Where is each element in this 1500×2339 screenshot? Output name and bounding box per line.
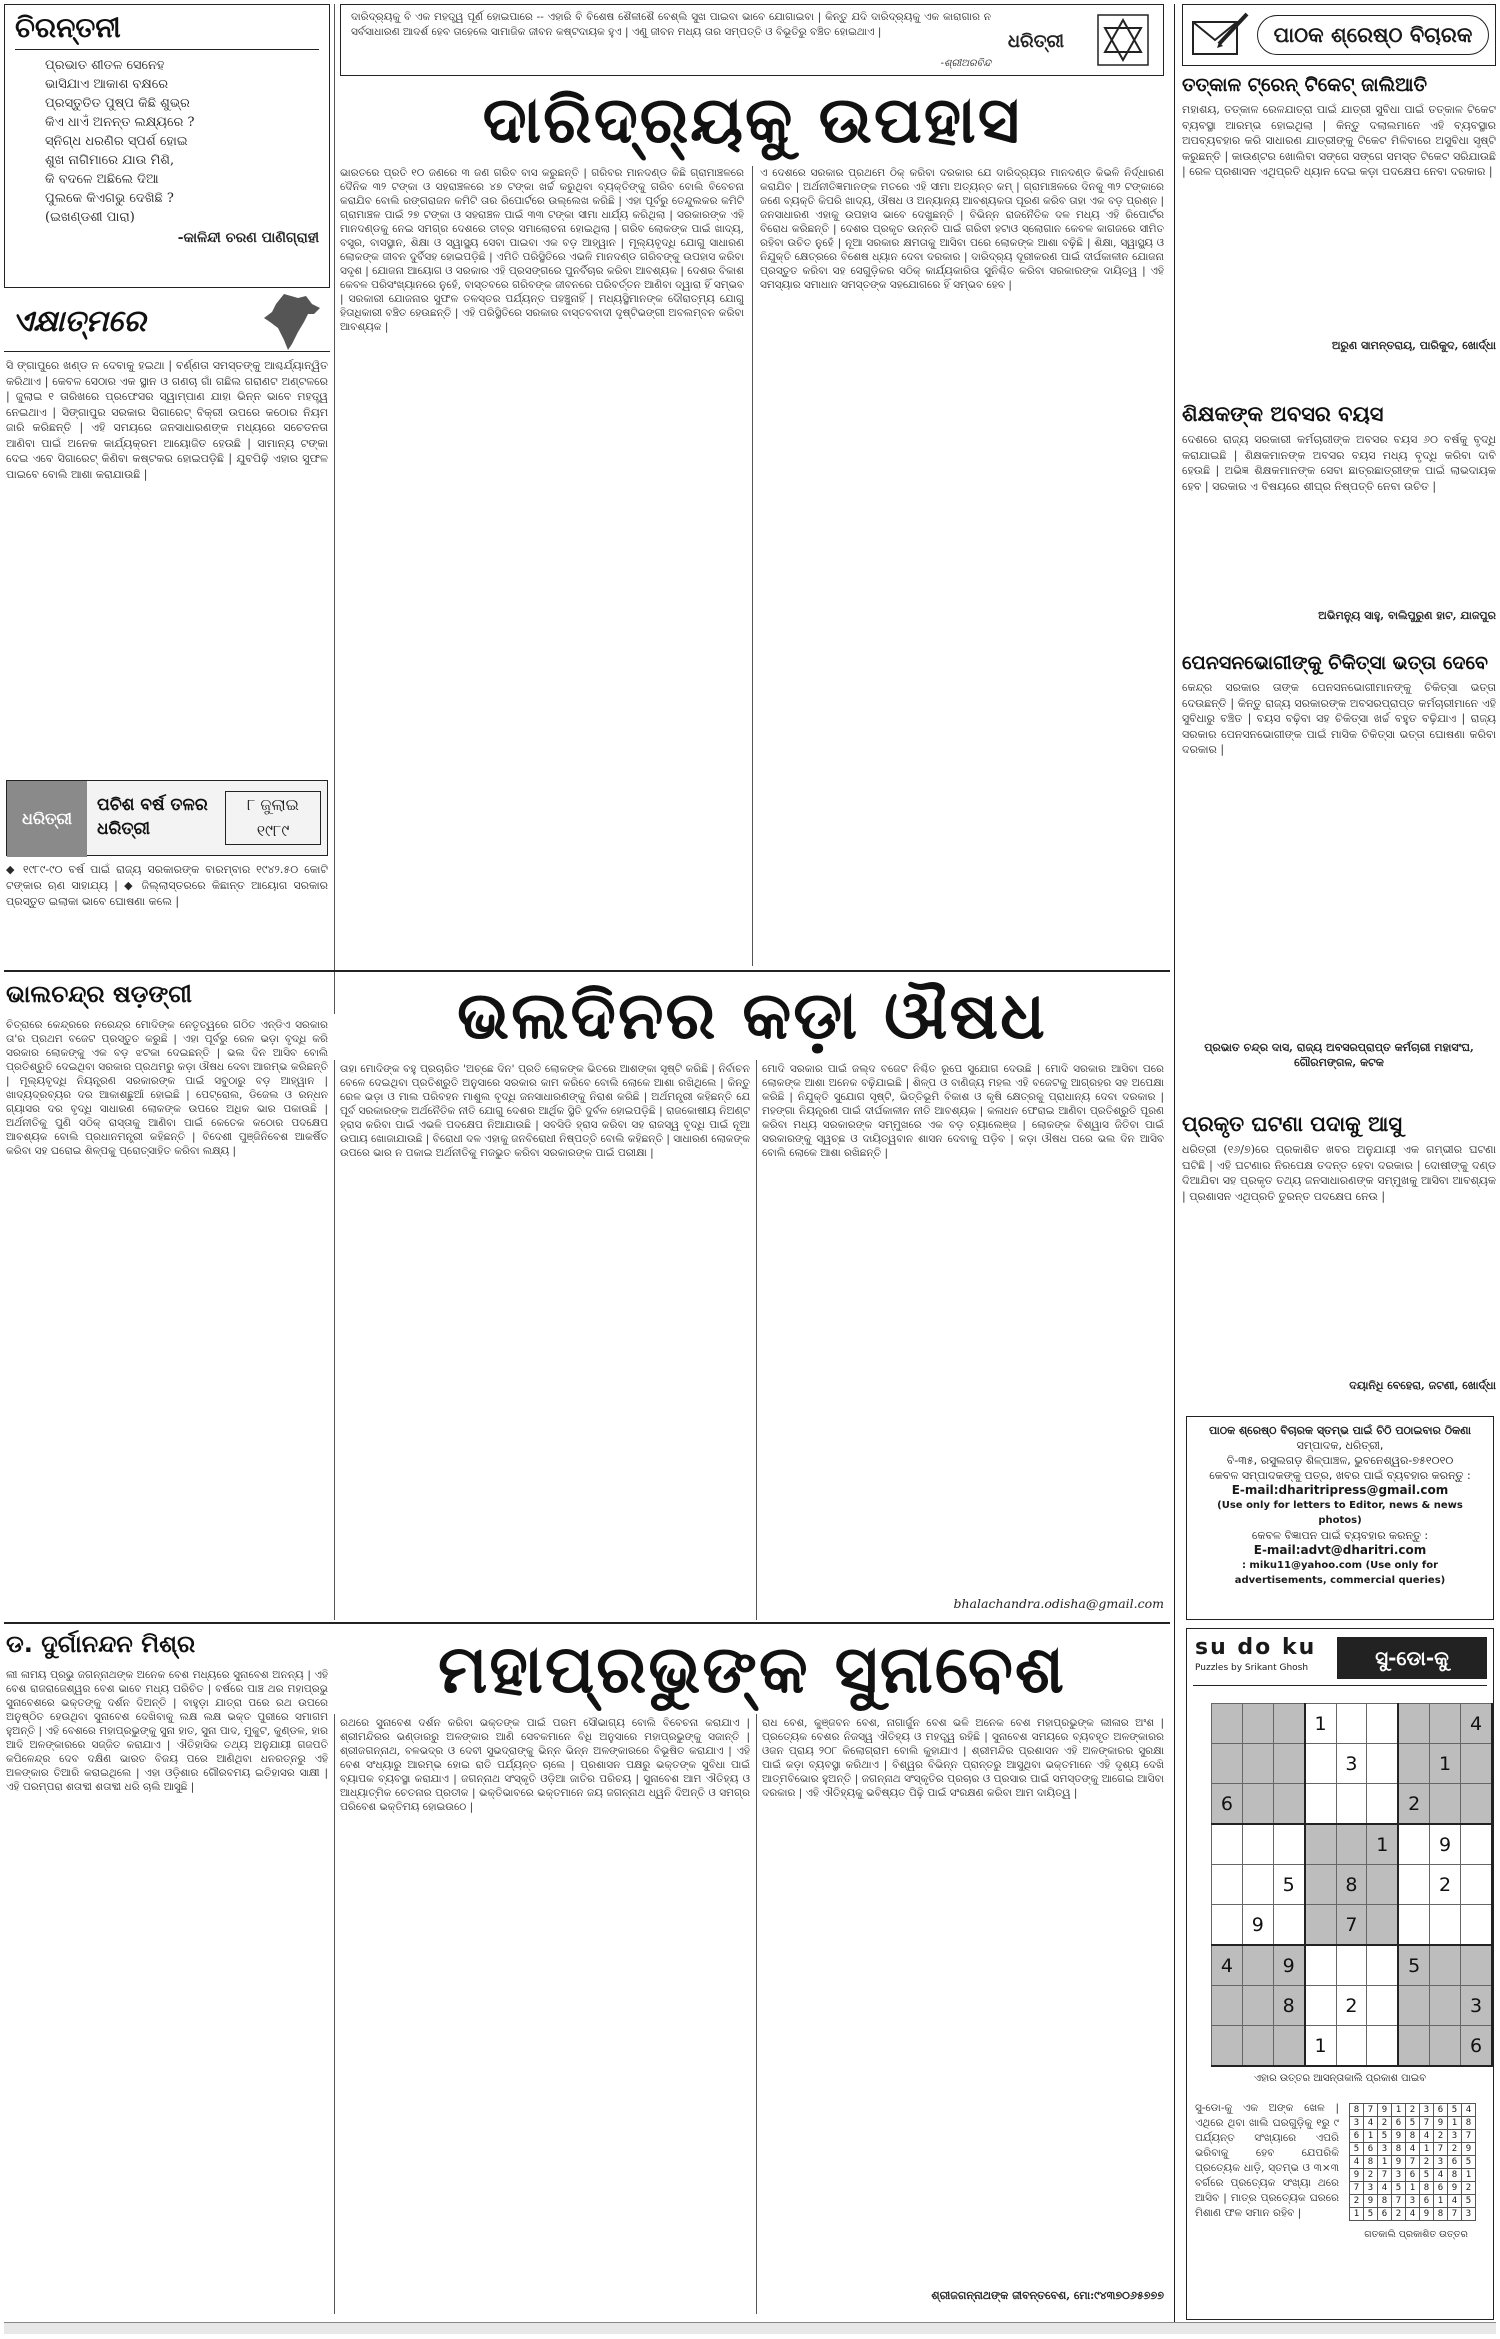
solution-cell: 6 (1420, 2195, 1434, 2208)
solution-cell: 5 (1350, 2143, 1364, 2156)
letter-1-title: ତତ୍କାଳ ଟ୍ରେନ୍ ଟିକେଟ୍ ଜାଲିଆତି (1182, 74, 1428, 96)
sudoku-cell: 3 (1336, 1744, 1367, 1784)
solution-cell: 1 (1462, 2169, 1476, 2182)
poem-author: -କାଳିନ୍ଦୀ ଚରଣ ପାଣିଗ୍ରାହୀ (177, 230, 319, 246)
footer-strip (4, 2322, 1496, 2334)
letter-1-sig: ଅରୁଣ ସାମନ୍ତରାୟ, ପାରିକୁଦ, ଖୋର୍ଦ୍ଧା (1331, 339, 1496, 352)
dharitri-mini-logo-text: ଧରିତ୍ରୀ (22, 809, 72, 828)
letter-2-title: ଶିକ୍ଷକଙ୍କ ଅବସର ବୟସ (1182, 402, 1384, 426)
solution-cell: 2 (1448, 2143, 1462, 2156)
solution-cell: 2 (1392, 2208, 1406, 2221)
solution-cell: 6 (1448, 2156, 1462, 2169)
sudoku-cell[interactable] (1273, 1704, 1304, 1744)
letter-3 (1182, 650, 1496, 1100)
solution-cell: 1 (1350, 2208, 1364, 2221)
sudoku-cell[interactable] (1336, 1945, 1367, 1986)
dharitri-past-badge (6, 780, 328, 856)
solution-cell: 5 (1406, 2117, 1420, 2130)
sudoku-cell[interactable] (1212, 1744, 1243, 1784)
sudoku-cell[interactable] (1398, 2026, 1429, 2067)
solution-cell: 8 (1378, 2195, 1392, 2208)
solution-cell: 2 (1406, 2104, 1420, 2117)
sudoku-cell: 1 (1367, 1824, 1398, 1865)
contact-line-1: ପାଠକ ଶ୍ରେଷ୍ଠ ବିଚାରକ ସ୍ତମ୍ଭ ପାଇଁ ଚିଠି ପଠାଇବାର ଠିକଣା (1208, 1424, 1472, 1437)
solution-cell: 1 (1406, 2182, 1420, 2195)
solution-cell: 8 (1350, 2104, 1364, 2117)
contact-line-5: କେବଳ ବିଜ୍ଞାପନ ପାଇଁ ବ୍ୟବହାର କରନ୍ତୁ : (1251, 1529, 1429, 1542)
sudoku-cell[interactable] (1430, 1986, 1461, 2026)
solution-cell: 6 (1364, 2143, 1378, 2156)
sudoku-cell[interactable] (1336, 1704, 1367, 1744)
sudoku-cell[interactable] (1305, 1986, 1336, 2026)
sudoku-cell[interactable] (1305, 1865, 1336, 1905)
sudoku-row (1212, 1945, 1493, 1986)
sudoku-cell: 4 (1461, 1704, 1493, 1744)
solution-row (1350, 2208, 1476, 2221)
sudoku-cell[interactable] (1212, 1824, 1243, 1865)
solution-cell: 8 (1364, 2156, 1378, 2169)
sudoku-cell[interactable] (1242, 1865, 1273, 1905)
top-banner-logo (1001, 15, 1071, 67)
story1-body-right: ଏ ଦେଶରେ ସରକାର ପ୍ରଥମେ ଠିକ୍ କରିବା ଦରକାର ଯେ ଦାରିଦ୍ର୍ୟର ମାନଦଣ୍ଡ କିଭଳି ନିର୍ଦ୍ଧାରଣ କରାଯିବ | ଅର୍ଥନୀତିଜ୍ଞମାନଙ୍କ ମତରେ ଏହି ସୀମା ଅତ୍ୟନ୍ତ କମ୍ | ଗ୍ରାମାଞ୍ଚଳରେ ଦିନକୁ ୩୨ ଟଙ୍କାରେ ଜଣେ ବ୍ୟକ୍ତି କିପରି ଖାଦ୍ୟ, ଔଷଧ ଓ ଅନ୍ୟାନ୍ୟ ଆବଶ୍ୟକତା ପୂରଣ କରିବ ତାହା ଏକ ବଡ଼ ପ୍ରଶ୍ନ | ଜନସାଧାରଣ ଏହାକୁ ଉପହାସ ଭାବେ ଦେଖୁଛନ୍ତି | ବିଭିନ୍ନ ରାଜନୈତିକ ଦଳ ମଧ୍ୟ ଏହି ରିପୋର୍ଟର ବିରୋଧ କରିଛନ୍ତି | ଦେଶର ପ୍ରକୃତ ଉନ୍ନତି ପାଇଁ ଗରିବୀ ହଟାଓ ସ୍ଲୋଗାନ କେବଳ କାଗଜରେ ସୀମିତ ରହିବା ଉଚିତ ନୁହେଁ | ନୂଆ ସରକାର କ୍ଷମତାକୁ ଆସିବା ପରେ ଲୋକଙ୍କ ଆଶା ବଢ଼ିଛି | ଶିକ୍ଷା, ସ୍ୱାସ୍ଥ୍ୟ ଓ ନିଯୁକ୍ତି କ୍ଷେତ୍ରରେ ବିଶେଷ ଧ୍ୟାନ ଦେବା ଦରକାର | ଦାରିଦ୍ର୍ୟ ଦୂରୀକରଣ ପାଇଁ ଦୀର୍ଘକାଳୀନ ଯୋଜନା ପ୍ରସ୍ତୁତ କରିବା ସହ ସେଗୁଡ଼ିକର ସଠିକ୍ କାର୍ଯ୍ୟକାରିତା ସୁନିଶ୍ଚିତ କରିବା ସରକାରଙ୍କ ଦାୟିତ୍ୱ | ଏହି ସମସ୍ୟାର ସମାଧାନ ସମସ୍ତଙ୍କ ସହଯୋଗରେ ହିଁ ସମ୍ଭବ ହେବ | (760, 167, 1164, 291)
sudoku-cell[interactable] (1242, 2026, 1273, 2067)
sudoku-cell: 9 (1430, 1824, 1461, 1865)
solution-cell: 5 (1364, 2208, 1378, 2221)
story2-author: ଭାଲଚନ୍ଦ୍ର ଷଡ଼ଙ୍ଗୀ (6, 980, 192, 1008)
story3-rule-2 (756, 1714, 757, 2314)
sudoku-cell[interactable] (1212, 1905, 1243, 1946)
solution-cell: 9 (1378, 2104, 1392, 2117)
poem-lines: ପ୍ରଭାତ ଶୀତଳ ସେନେହ ଭାସିଯାଏ ଆକାଶ ବକ୍ଷରେ ପ୍ରସ୍ତୁତିତ ପୁଷ୍ପ କିଛି ଶୁଭ୍ର କିଏ ଧାଏଁ ଅନନ୍ତ ଲକ୍ଷ୍ୟରେ ? ସ୍ନିଗ୍ଧ ଧରଣିର ସ୍ପର୍ଶ ହୋଇ ଶୁଖ ନାଗିମାରେ ଯାଉ ମିଶି, କି ବଦଳେ ଅଛିଲେ ଦିଆ ପୁଲକେ କିଏଗଭୁ ଦେଖିଛି ? (ଇଖଣ୍ଡଶୀ ପାରା) (45, 58, 195, 225)
sudoku-cell[interactable] (1398, 1986, 1429, 2026)
sudoku-cell[interactable] (1273, 1824, 1304, 1865)
sudoku-cell[interactable] (1212, 1986, 1243, 2026)
solution-cell: 4 (1462, 2104, 1476, 2117)
sudoku-caption: ଏହାର ଉତ୍ତର ଆସନ୍ତାକାଲି ପ୍ରକାଶ ପାଇବ (1253, 2073, 1427, 2084)
letter-3-title: ପେନସନଭୋଗୀଙ୍କୁ ଚିକିତ୍ସା ଭତ୍ତା ଦେବେ (1182, 652, 1488, 674)
story1-col-rule (752, 166, 753, 966)
solution-cell: 6 (1378, 2208, 1392, 2221)
sudoku-cell[interactable] (1273, 2026, 1304, 2067)
poem-title: ଚିରନ୍ତନୀ (15, 11, 319, 50)
sudoku-cell: 9 (1242, 1905, 1273, 1946)
sudoku-cell[interactable] (1367, 1945, 1398, 1986)
solution-cell: 8 (1462, 2117, 1476, 2130)
sudoku-cell[interactable] (1461, 1905, 1493, 1946)
sudoku-cell[interactable] (1305, 1824, 1336, 1865)
solution-cell: 6 (1434, 2182, 1448, 2195)
solution-row (1350, 2169, 1476, 2182)
letter-1 (1182, 72, 1496, 376)
sudoku-cell[interactable] (1212, 1865, 1243, 1905)
contact-email-2[interactable]: E-mail:advt@dharitri.com (1253, 1543, 1427, 1557)
story1-body-left: ଭାରତରେ ପ୍ରତି ୧୦ ଜଣରେ ୩ ଜଣ ଗରିବ ବାସ କରୁଛନ୍ତି | ଗରିବର ମାନଦଣ୍ଡ କିଛି ଗ୍ରାମାଞ୍ଚଳରେ ଦୈନିକ ୩୨ ଟଙ୍କା ଓ ସହରାଞ୍ଚଳରେ ୪୭ ଟଙ୍କା ଖର୍ଚ୍ଚ କରୁଥିବା ବ୍ୟକ୍ତିଙ୍କୁ ଗରିବ ବୋଲି ବିବେଚନା କରାଯିବ ବୋଲି ରଙ୍ଗରାଜନ କମିଟି ତାର ରିପୋର୍ଟରେ ଉଲ୍ଲେଖ କରିଛି | ଏହା ପୂର୍ବରୁ ତେନ୍ଦୁଲକର କମିଟି ଗ୍ରାମାଞ୍ଚଳ ପାଇଁ ୨୭ ଟଙ୍କା ଓ ସହରାଞ୍ଚଳ ପାଇଁ ୩୩ ଟଙ୍କା ସୀମା ଧାର୍ଯ୍ୟ କରିଥିଲା | ସରକାରଙ୍କ ଏହି ମାନଦଣ୍ଡକୁ ନେଇ ସମଗ୍ର ଦେଶରେ ତୀବ୍ର ସମାଲୋଚନା ହୋଇଥିଲା | ଗରିବ ଲୋକଙ୍କ ପାଇଁ ଖାଦ୍ୟ, ବସ୍ତ୍ର, ବାସସ୍ଥାନ, ଶିକ୍ଷା ଓ ସ୍ୱାସ୍ଥ୍ୟ ସେବା ପାଇବା ଏକ ବଡ଼ ଆହ୍ୱାନ | ମୂଲ୍ୟବୃଦ୍ଧି ଯୋଗୁ ସାଧାରଣ ଲୋକଙ୍କ ଜୀବନ ଦୁର୍ବିସହ ହୋଇପଡ଼ିଛି | ଏମିତି ପରିସ୍ଥିତିରେ ଏଭଳି ମାନଦଣ୍ଡ ଗରିବଙ୍କୁ ଉପହାସ କରିବା ସଦୃଶ | ଯୋଜନା ଆୟୋଗ ଓ ସରକାର ଏହି ପ୍ରସଙ୍ଗରେ ପୁନର୍ବିଚାର କରିବା ଆବଶ୍ୟକ | ଦେଶର ବିକାଶ କେବଳ ପରିସଂଖ୍ୟାନରେ ନୁହେଁ, ବାସ୍ତବରେ ଗରିବଙ୍କ ଜୀବନରେ ପରିବର୍ତ୍ତନ ଆଣିବା ଦ୍ୱାରା ହିଁ ସମ୍ଭବ | ସରକାରୀ ଯୋଜନାର ସୁଫଳ ତଳସ୍ତର ପର୍ଯ୍ୟନ୍ତ ପହଞ୍ଚୁନାହିଁ | ମଧ୍ୟସ୍ଥିମାନଙ୍କ ଦୌରାତ୍ମ୍ୟ ଯୋଗୁ ହିତାଧିକାରୀ ବଞ୍ଚିତ ହେଉଛନ୍ତି | ଏହି ପରିସ୍ଥିତିରେ ସରକାର ବାସ୍ତବବାଦୀ ଦୃଷ୍ଟିଭଙ୍ଗୀ ଅବଲମ୍ବନ କରିବା ଆବଶ୍ୟକ | (340, 167, 744, 333)
solution-cell: 9 (1420, 2208, 1434, 2221)
sudoku-solution-caption: ଗତକାଲି ପ୍ରକାଶିତ ଉତ୍ତର (1364, 2229, 1468, 2240)
letter-4 (1182, 1110, 1496, 1410)
story3-rule-1 (334, 1714, 335, 2314)
sudoku-cell[interactable] (1273, 1744, 1304, 1784)
sudoku-cell[interactable] (1430, 1945, 1461, 1986)
sudoku-cell[interactable] (1305, 1784, 1336, 1825)
star-emblem-icon (1097, 14, 1149, 66)
solution-cell: 4 (1420, 2130, 1434, 2143)
solution-cell: 7 (1406, 2156, 1420, 2169)
solution-row (1350, 2117, 1476, 2130)
solution-cell: 9 (1448, 2182, 1462, 2195)
solution-cell: 9 (1350, 2169, 1364, 2182)
sudoku-cell[interactable] (1367, 1784, 1398, 1825)
solution-cell: 8 (1406, 2130, 1420, 2143)
solution-cell: 3 (1448, 2130, 1462, 2143)
sudoku-cell[interactable] (1367, 1905, 1398, 1946)
solution-cell: 7 (1364, 2104, 1378, 2117)
sudoku-cell: 7 (1336, 1905, 1367, 1946)
solution-cell: 4 (1406, 2208, 1420, 2221)
sudoku-cell[interactable] (1398, 1744, 1429, 1784)
solution-cell: 3 (1392, 2169, 1406, 2182)
dharitri-badge-text: ପଚିଶ ବର୍ଷ ତଳର ଧରିତ୍ରୀ (97, 795, 208, 839)
india-map-icon (254, 292, 324, 352)
sudoku-cell[interactable] (1305, 1905, 1336, 1946)
sudoku-cell[interactable] (1242, 1704, 1273, 1744)
sudoku-row (1212, 1704, 1493, 1744)
solution-cell: 7 (1378, 2169, 1392, 2182)
story3-author: ଡ. ଦୁର୍ଗାନନ୍ଦନ ମିଶ୍ର (6, 1630, 196, 1658)
sudoku-row (1212, 1986, 1493, 2026)
solution-cell: 2 (1350, 2195, 1364, 2208)
sudoku-cell[interactable] (1461, 1945, 1493, 1986)
solution-cell: 5 (1392, 2182, 1406, 2195)
sudoku-cell[interactable] (1242, 1986, 1273, 2026)
sudoku-cell[interactable] (1336, 2026, 1367, 2067)
top-quote-text: ଦାରିଦ୍ର୍ୟକୁ ବି ଏକ ମହତ୍ତ୍ୱ ପୂର୍ଣ ହୋଇପାରେ -- ଏହାରି ବି ବିଶେଷ ଶୈଳୀଶୈ ବେଶ୍ଲି ସୁଖ ପାଇବା ଭାବେ ଯୋଗାଇବା | କିନ୍ତୁ ଯଦି ଦାରିଦ୍ର୍ୟକୁ ଏକ କାରାଗାର ନ ସର୍ବସାଧାରଣ ଆଦର୍ଶ ହେବ ତାହେଲେ ସାମାଜିକ ଜୀବନ କଷ୍ଟଦାୟକ ହୁଏ | ଏଣୁ ଜୀବନ ମଧ୍ୟ ତାର ସମ୍ପତ୍ତି ଓ ବିଭୂତିରୁ ବଞ୍ଚିତ ହୋଇଥାଏ | (351, 11, 991, 38)
letter-2 (1182, 400, 1496, 644)
dharitri-mini-logo (7, 781, 87, 857)
sudoku-cell: 8 (1336, 1865, 1367, 1905)
solution-cell: 2 (1434, 2130, 1448, 2143)
sudoku-cell: 3 (1461, 1986, 1493, 2026)
sudoku-cell[interactable] (1430, 2026, 1461, 2067)
contact-line-4: କେବଳ ସମ୍ପାଦକଙ୍କୁ ପତ୍ର, ଖବର ପାଇଁ ବ୍ୟବହାର କରନ୍ତୁ : (1209, 1469, 1471, 1482)
solution-cell: 8 (1448, 2169, 1462, 2182)
dharitri-badge-date: ୮ ଜୁଲାଇ ୧୯୮୯ (225, 791, 321, 845)
story3-body-right: ରାଧ ବେଶ, କୁଞ୍ଜବନ ବେଶ, ନାଗାର୍ଜୁନ ବେଶ ଭଳି ଅନେକ ବେଶ ମହାପ୍ରଭୁଙ୍କ ଲୀଳାର ଅଂଶ | ପ୍ରତ୍ୟେକ ବେଶର ନିଜସ୍ୱ ଐତିହ୍ୟ ଓ ମହତ୍ତ୍ୱ ରହିଛି | ସୁନାବେଶ ସମୟରେ ବ୍ୟବହୃତ ଅଳଙ୍କାରର ଓଜନ ପ୍ରାୟ ୨୦୮ କିଲୋଗ୍ରାମ ବୋଲି କୁହାଯାଏ | ଶ୍ରୀମନ୍ଦିର ପ୍ରଶାସନ ଏହି ଅଳଙ୍କାରର ସୁରକ୍ଷା ପାଇଁ କଡ଼ା ବ୍ୟବସ୍ଥା କରିଥାଏ | ବିଶ୍ୱର ବିଭିନ୍ନ ପ୍ରାନ୍ତରୁ ଆସୁଥିବା ଭକ୍ତମାନେ ଏହି ଦୃଶ୍ୟ ଦେଖି ଆତ୍ମବିଭୋର ହୁଅନ୍ତି | ଜଗନ୍ନାଥ ସଂସ୍କୃତିର ପ୍ରଚାର ଓ ପ୍ରସାର ପାଇଁ ସମସ୍ତଙ୍କୁ ଆଗେଇ ଆସିବା ଦରକାର | ଏହି ଐତିହ୍ୟକୁ ଭବିଷ୍ୟତ ପିଢ଼ି ପାଇଁ ସଂରକ୍ଷଣ କରିବା ଆମ ଦାୟିତ୍ୱ | (762, 1717, 1164, 1799)
solution-cell: 2 (1378, 2117, 1392, 2130)
story2-headline: ଭଲଦିନର କଡ଼ା ଔଷଧ (457, 977, 1047, 1054)
sudoku-byline: Puzzles by Srikant Ghosh (1195, 1663, 1309, 1673)
sudoku-grid[interactable] (1211, 1703, 1493, 2067)
sudoku-cell[interactable] (1398, 1905, 1429, 1946)
sudoku-row (1212, 1905, 1493, 1946)
ekhantare-title: ଏକ୍ଷାତ୍ମରେ (12, 304, 146, 339)
sudoku-cell: 5 (1273, 1865, 1304, 1905)
solution-cell: 2 (1420, 2156, 1434, 2169)
sudoku-cell[interactable] (1461, 1784, 1493, 1825)
sudoku-cell[interactable] (1305, 1744, 1336, 1784)
contact-line-2: ସମ୍ପାଦକ, ଧରିତ୍ରୀ, (1296, 1439, 1384, 1452)
solution-row (1350, 2156, 1476, 2169)
contact-line-3: ବି-୩୫, ରସୁଲଗଡ଼ ଶିଳ୍ପାଞ୍ଚଳ, ଭୁବନେଶ୍ୱର-୭୫୧୦୧୦ (1226, 1454, 1454, 1467)
story3-body-left: ଲୀ ଳାମୟ ପ୍ରଭୁ ଜଗନ୍ନାଥଙ୍କ ଅନେକ ବେଶ ମଧ୍ୟରେ ସୁନାବେଶ ଅନନ୍ୟ | ଏହି ବେଶ ରାଜରାଜେଶ୍ୱର ବେଶ ଭାବେ ମଧ୍ୟ ପରିଚିତ | ବର୍ଷରେ ପାଞ୍ଚ ଥର ମହାପ୍ରଭୁ ସୁନାବେଶରେ ଭକ୍ତଙ୍କୁ ଦର୍ଶନ ଦିଅନ୍ତି | ବାହୁଡ଼ା ଯାତ୍ରା ପରେ ରଥ ଉପରେ ଅନୁଷ୍ଠିତ ହେଉଥିବା ସୁନାବେଶ ଦେଖିବାକୁ ଲକ୍ଷ ଲକ୍ଷ ଭକ୍ତ ପୁରୀରେ ସମାଗମ ହୁଅନ୍ତି | ଏହି ବେଶରେ ମହାପ୍ରଭୁଙ୍କୁ ସୁନା ହାତ, ସୁନା ପାଦ, ମୁକୁଟ, କୁଣ୍ଡଳ, ହାର ଆଦି ଅଳଙ୍କାରରେ ସଜ୍ଜିତ କରାଯାଏ | ଐତିହାସିକ ତଥ୍ୟ ଅନୁଯାୟୀ ଗଜପତି କପିଳେନ୍ଦ୍ର ଦେବ ଦକ୍ଷିଣ ଭାରତ ବିଜୟ ପରେ ଆଣିଥିବା ଧନରତ୍ନରୁ ଏହି ଅଳଙ୍କାର ତିଆରି କରାଇଥିଲେ | ଏହା ଓଡ଼ିଶାର ଗୌରବମୟ ଇତିହାସର ସାକ୍ଷୀ | ଏହି ପରମ୍ପରା ଶତାବ୍ଦୀ ଶତାବ୍ଦୀ ଧରି ଚାଲି ଆସୁଛି | (6, 1669, 328, 1793)
solution-cell: 5 (1462, 2156, 1476, 2169)
sudoku-cell[interactable] (1398, 1824, 1429, 1865)
sudoku-cell[interactable] (1242, 1784, 1273, 1825)
sudoku-cell[interactable] (1430, 1704, 1461, 1744)
sudoku-cell: 2 (1430, 1865, 1461, 1905)
dharitri-past-notes: ◆ ୧୯୮୯-୯୦ ବର୍ଷ ପାଇଁ ରାଜ୍ୟ ସରକାରଙ୍କ ବାରମ୍ବାର ୧୯୪୨.୫୦ କୋଟି ଟଙ୍କାର ଋଣ ସାହାଯ୍ୟ | ◆ ଜିଲ୍ଲାସ୍ତରରେ କିଛାନ୍ତ ଆୟୋଗ ସରକାର ପ୍ରସ୍ତୁତ ଇଲାକା ଭାବେ ଘୋଷଣା କଲେ | (6, 863, 328, 908)
sudoku-cell: 1 (1305, 2026, 1336, 2067)
solution-row (1350, 2195, 1476, 2208)
solution-cell: 1 (1378, 2156, 1392, 2169)
left-col-rule (334, 4, 335, 1014)
sudoku-cell[interactable] (1212, 1704, 1243, 1744)
sudoku-cell[interactable] (1367, 1744, 1398, 1784)
contact-email-1-note: (Use only for letters to Editor, news & news photos) (1217, 1500, 1463, 1526)
story2-rule-2 (756, 1060, 757, 1620)
reader-section-header (1182, 4, 1496, 66)
contact-box (1186, 1416, 1494, 1620)
sudoku-cell[interactable] (1242, 1945, 1273, 1986)
solution-cell: 7 (1462, 2130, 1476, 2143)
sudoku-cell[interactable] (1461, 1824, 1493, 1865)
solution-cell: 4 (1448, 2195, 1462, 2208)
letter-2-sig: ଅଭିମନ୍ୟୁ ସାହୁ, ବାଲିପୁରୁଣ ହାଟ, ଯାଜପୁର (1318, 609, 1496, 622)
solution-cell: 7 (1420, 2117, 1434, 2130)
sudoku-cell[interactable] (1305, 1945, 1336, 1986)
sudoku-cell: 6 (1461, 2026, 1493, 2067)
sudoku-cell[interactable] (1367, 1986, 1398, 2026)
sudoku-row (1212, 1865, 1493, 1905)
solution-cell: 5 (1420, 2169, 1434, 2182)
solution-cell: 1 (1364, 2130, 1378, 2143)
sudoku-cell[interactable] (1242, 1824, 1273, 1865)
story3-headline: ମହାପ୍ରଭୁଙ୍କ ସୁନାବେଶ (438, 1631, 1066, 1708)
solution-cell: 5 (1378, 2130, 1392, 2143)
solution-cell: 9 (1364, 2195, 1378, 2208)
sudoku-cell[interactable] (1273, 1784, 1304, 1825)
sudoku-cell[interactable] (1242, 1744, 1273, 1784)
solution-cell: 6 (1406, 2169, 1420, 2182)
sudoku-cell[interactable] (1367, 2026, 1398, 2067)
sudoku-cell[interactable] (1367, 1704, 1398, 1744)
top-quote-banner (340, 4, 1164, 76)
solution-cell: 1 (1448, 2117, 1462, 2130)
right-col-rule (1174, 4, 1175, 2324)
sudoku-cell[interactable] (1212, 2026, 1243, 2067)
solution-cell: 8 (1420, 2182, 1434, 2195)
solution-cell: 3 (1350, 2117, 1364, 2130)
solution-cell: 5 (1448, 2104, 1462, 2117)
story2-body-mid: ତାହା ମୋଦିଙ୍କ ବହୁ ପ୍ରଚାରିତ 'ଅଚ୍ଛେ ଦିନ' ପ୍ରତି ଲୋକଙ୍କ ଭିତରେ ଆଶଙ୍କା ସୃଷ୍ଟି କରିଛି | ନିର୍ବାଚନ ବେଳେ ଦେଇଥିବା ପ୍ରତିଶ୍ରୁତି ଅନୁସାରେ ସରକାର କାମ କରିବେ ବୋଲି ଲୋକେ ଆଶା ରଖିଥିଲେ | କିନ୍ତୁ ରେଳ ଭଡ଼ା ଓ ମାଲ ପରିବହନ ମାଶୁଲ ବୃଦ୍ଧି ଜନସାଧାରଣଙ୍କୁ ନିରାଶ କରିଛି | ଅର୍ଥମନ୍ତ୍ରୀ କହିଛନ୍ତି ଯେ ପୂର୍ବ ସରକାରଙ୍କ ଅର୍ଥନୈତିକ ନୀତି ଯୋଗୁ ଦେଶର ଆର୍ଥିକ ସ୍ଥିତି ଦୁର୍ବଳ ହୋଇପଡ଼ିଛି | ରାଜକୋଷୀୟ ନିଅଣ୍ଟ ହ୍ରାସ କରିବା ପାଇଁ ଏଭଳି ପଦକ୍ଷେପ ନିଆଯାଉଛି | ସବସିଡି ହ୍ରାସ କରିବା ସହ ରାଜସ୍ୱ ବୃଦ୍ଧି ପାଇଁ ନୂଆ ଉପାୟ ଖୋଜାଯାଉଛି | ବିରୋଧୀ ଦଳ ଏହାକୁ ଜନବିରୋଧୀ ନିଷ୍ପତ୍ତି ବୋଲି କହିଛନ୍ତି | ସାଧାରଣ ଲୋକଙ୍କ ଉପରେ ଭାର ନ ପକାଇ ଅର୍ଥନୀତିକୁ ମଜଭୁତ କରିବା ସରକାରଙ୍କ ପାଇଁ ପରୀକ୍ଷା | (340, 1063, 750, 1159)
solution-cell: 1 (1420, 2143, 1434, 2156)
letter-3-sig: ପ୍ରଭାତ ଚନ୍ଦ୍ର ଦାସ, ରାଜ୍ୟ ଅବସରପ୍ରାପ୍ତ କର୍ମଚାରୀ ମହାସଂଘ, ଗୌରମଙ୍ଗଳ, କଟକ (1204, 1041, 1474, 1069)
sudoku-cell[interactable] (1398, 1865, 1429, 1905)
sudoku-cell[interactable] (1461, 1744, 1493, 1784)
solution-cell: 4 (1364, 2117, 1378, 2130)
solution-row (1350, 2182, 1476, 2195)
solution-cell: 5 (1462, 2195, 1476, 2208)
sudoku-cell: 9 (1273, 1945, 1304, 1986)
reader-section-title: ପାଠକ ଶ୍ରେଷ୍ଠ ବିଚାରକ (1257, 15, 1489, 55)
sudoku-row (1212, 1824, 1493, 1865)
sudoku-cell: 1 (1430, 1744, 1461, 1784)
sudoku-cell[interactable] (1461, 1865, 1493, 1905)
sudoku-title-odia: ସୁ-ଡୋ-କୁ (1337, 1637, 1487, 1679)
letter-4-sig: ଦୟାନିଧି ବେହେରା, ଜଟଣୀ, ଖୋର୍ଦ୍ଧା (1349, 1379, 1496, 1392)
solution-row (1350, 2104, 1476, 2117)
ekhantare-header (4, 296, 330, 352)
sudoku-row (1212, 1784, 1493, 1825)
sudoku-cell: 6 (1212, 1784, 1243, 1825)
contact-email-1[interactable]: E-mail:dharitripress@gmail.com (1231, 1483, 1449, 1497)
sudoku-cell[interactable] (1430, 1905, 1461, 1946)
sudoku-cell[interactable] (1336, 1784, 1367, 1825)
top-quote-author: -ଶ୍ରୀଅରବିନ୍ଦ (940, 58, 991, 69)
story2-bottom-rule (4, 1622, 1170, 1624)
solution-cell: 9 (1392, 2130, 1406, 2143)
solution-cell: 1 (1392, 2104, 1406, 2117)
solution-cell: 3 (1434, 2156, 1448, 2169)
solution-cell: 9 (1462, 2143, 1476, 2156)
sudoku-row (1212, 1744, 1493, 1784)
contact-email-2b[interactable]: : miku11@yahoo.com (Use only for advertisements, commercial queries) (1234, 1560, 1446, 1586)
solution-cell: 7 (1434, 2143, 1448, 2156)
solution-cell: 7 (1448, 2208, 1462, 2221)
solution-cell: 2 (1462, 2182, 1476, 2195)
sudoku-cell[interactable] (1273, 1905, 1304, 1946)
solution-cell: 4 (1350, 2156, 1364, 2169)
solution-cell: 7 (1392, 2195, 1406, 2208)
solution-cell: 3 (1378, 2143, 1392, 2156)
sudoku-cell: 2 (1398, 1784, 1429, 1825)
story2-body-right: ମୋଦି ସରକାର ପାଇଁ ଜଲ୍ଦ ବଜେଟ ନିଶ୍ଚିତ ରୂପେ ସୁଯୋଗ ଦେଉଛି | ମୋଦି ସରକାର ଆସିବା ପରେ ଲୋକଙ୍କ ଆଶା ଅନେକ ବଢ଼ିଯାଇଛି | ଶିଳ୍ପ ଓ ବାଣିଜ୍ୟ ମହଲ ଏହି ବଜେଟକୁ ଆଗ୍ରହର ସହ ଅପେକ୍ଷା କରିଛି | ନିଯୁକ୍ତି ସୁଯୋଗ ସୃଷ୍ଟି, ଭିତ୍ତିଭୂମି ବିକାଶ ଓ କୃଷି କ୍ଷେତ୍ରକୁ ପ୍ରାଧାନ୍ୟ ଦେବା ଦରକାର | ମହଙ୍ଗା ନିୟନ୍ତ୍ରଣ ପାଇଁ ଦୀର୍ଘକାଳୀନ ନୀତି ଆବଶ୍ୟକ | କଳାଧନ ଫେରାଇ ଆଣିବା ପ୍ରତିଶ୍ରୁତି ପୂରଣ କରିବା ମଧ୍ୟ ସରକାରଙ୍କ ସମ୍ମୁଖରେ ଏକ ବଡ଼ ଚ୍ୟାଲେଞ୍ଜ | ଲୋକଙ୍କ ବିଶ୍ୱାସ ଜିତିବା ପାଇଁ ସରକାରଙ୍କୁ ସ୍ୱଚ୍ଛ ଓ ଦାୟିତ୍ୱବାନ ଶାସନ ଦେବାକୁ ପଡ଼ିବ | କଡ଼ା ଔଷଧ ପରେ ଭଲ ଦିନ ଆସିବ ବୋଲି ଲୋକେ ଆଶା ରଖିଛନ୍ତି | (762, 1063, 1164, 1159)
solution-cell: 4 (1434, 2169, 1448, 2182)
sudoku-cell[interactable] (1367, 1865, 1398, 1905)
solution-row (1350, 2143, 1476, 2156)
solution-cell: 8 (1392, 2143, 1406, 2156)
solution-cell: 4 (1406, 2143, 1420, 2156)
solution-cell: 6 (1392, 2117, 1406, 2130)
letter-4-body: ଧରିତ୍ରୀ (୧୬/୭)ରେ ପ୍ରକାଶିତ ଖବର ଅନୁଯାୟୀ ଏକ ଗମ୍ଭୀର ଘଟଣା ଘଟିଛି | ଏହି ଘଟଣାର ନିରପେକ୍ଷ ତଦନ୍ତ ହେବା ଦରକାର | ଦୋଷୀଙ୍କୁ ଦଣ୍ଡ ଦିଆଯିବା ସହ ପ୍ରକୃତ ତଥ୍ୟ ଜନସାଧାରଣଙ୍କ ସମ୍ମୁଖକୁ ଆସିବା ଆବଶ୍ୟକ | ପ୍ରଶାସନ ଏଥିପ୍ରତି ତୁରନ୍ତ ପଦକ୍ଷେପ ନେଉ | (1182, 1143, 1496, 1203)
solution-cell: 7 (1350, 2182, 1364, 2195)
sudoku-cell: 2 (1336, 1986, 1367, 2026)
solution-cell: 3 (1462, 2208, 1476, 2221)
solution-cell: 2 (1364, 2169, 1378, 2182)
solution-row (1350, 2130, 1476, 2143)
sudoku-solution-grid (1349, 2103, 1476, 2221)
sudoku-cell: 1 (1305, 1704, 1336, 1744)
solution-cell: 6 (1350, 2130, 1364, 2143)
sudoku-row (1212, 2026, 1493, 2067)
solution-cell: 1 (1434, 2195, 1448, 2208)
story1-headline: ଦାରିଦ୍ର୍ୟକୁ ଉପହାସ (482, 84, 1022, 158)
solution-cell: 3 (1364, 2182, 1378, 2195)
sudoku-header (1193, 1635, 1487, 1686)
story3-body-mid: ରଥରେ ସୁନାବେଶ ଦର୍ଶନ କରିବା ଭକ୍ତଙ୍କ ପାଇଁ ପରମ ସୌଭାଗ୍ୟ ବୋଲି ବିବେଚନା କରାଯାଏ | ଶ୍ରୀମନ୍ଦିରର ଭଣ୍ଡାରରୁ ଅଳଙ୍କାର ଆଣି ସେବକମାନେ ବିଧି ଅନୁସାରେ ମହାପ୍ରଭୁଙ୍କୁ ସଜାନ୍ତି | ଶ୍ରୀଜଗନ୍ନାଥ, ବଳଭଦ୍ର ଓ ଦେବୀ ସୁଭଦ୍ରାଙ୍କୁ ଭିନ୍ନ ଭିନ୍ନ ଅଳଙ୍କାରରେ ବିଭୂଷିତ କରାଯାଏ | ଏହି ବେଶ ସଂଧ୍ୟାରୁ ଆରମ୍ଭ ହୋଇ ରାତି ପର୍ଯ୍ୟନ୍ତ ଚାଲେ | ପ୍ରଶାସନ ପକ୍ଷରୁ ଭକ୍ତଙ୍କ ସୁବିଧା ପାଇଁ ବ୍ୟାପକ ବ୍ୟବସ୍ଥା କରାଯାଏ | ଜଗନ୍ନାଥ ସଂସ୍କୃତି ଓଡ଼ିଆ ଜାତିର ପରିଚୟ | ସୁନାବେଶ ଆମ ଐତିହ୍ୟ ଓ ଆଧ୍ୟାତ୍ମିକ ଚେତନାର ପ୍ରତୀକ | ଭକ୍ତିଭାବରେ ଭକ୍ତମାନେ ଜୟ ଜଗନ୍ନାଥ ଧ୍ୱନି ଦିଅନ୍ତି ଓ ସମଗ୍ର ପରିବେଶ ଭକ୍ତିମୟ ହୋଇଉଠେ | (340, 1717, 750, 1813)
solution-cell: 3 (1420, 2104, 1434, 2117)
top-banner-logo-text: ଧରିତ୍ରୀ (1007, 30, 1065, 52)
sudoku-brand: su do ku (1195, 1635, 1317, 1660)
letter-1-body: ମହାଶୟ, ତତ୍କାଳ ରେଳଯାତ୍ରା ପାଇଁ ଯାତ୍ରୀ ସୁବିଧା ପାଇଁ ତତ୍କାଳ ଟିକେଟ ବ୍ୟବସ୍ଥା ଆରମ୍ଭ ହୋଇଥିଲା | କିନ୍ତୁ ଦଲାଲମାନେ ଏହି ବ୍ୟବସ୍ଥାର ଅପବ୍ୟବହାର କରି ସାଧାରଣ ଯାତ୍ରୀଙ୍କୁ ଟିକେଟ ମିଳିବାରେ ଅସୁବିଧା ସୃଷ୍ଟି କରୁଛନ୍ତି | କାଉଣ୍ଟର ଖୋଲିବା ସଙ୍ଗେ ସଙ୍ଗେ ସମସ୍ତ ଟିକେଟ ସରିଯାଉଛି | ରେଳ ପ୍ରଶାସନ ଏଥିପ୍ରତି ଧ୍ୟାନ ଦେଇ କଡ଼ା ପଦକ୍ଷେପ ନେବା ଦରକାର | (1182, 103, 1496, 178)
story2-rule-1 (334, 1060, 335, 1620)
pen-letter-icon (1189, 10, 1251, 60)
solution-cell: 3 (1406, 2195, 1420, 2208)
story2-email: bhalachandra.odisha@gmail.com (953, 1596, 1164, 1611)
story1-bottom-rule (4, 970, 1170, 972)
poem-box (4, 4, 330, 288)
letter-3-body: କେନ୍ଦ୍ର ସରକାର ତାଙ୍କ ପେନସନଭୋଗୀମାନଙ୍କୁ ଚିକିତ୍ସା ଭତ୍ତା ଦେଉଛନ୍ତି | କିନ୍ତୁ ରାଜ୍ୟ ସରକାରଙ୍କ ଅବସରପ୍ରାପ୍ତ କର୍ମଚାରୀମାନେ ଏହି ସୁବିଧାରୁ ବଞ୍ଚିତ | ବୟସ ବଢ଼ିବା ସହ ଚିକିତ୍ସା ଖର୍ଚ୍ଚ ବହୁତ ବଢ଼ିଯାଏ | ରାଜ୍ୟ ସରକାର ପେନସନଭୋଗୀଙ୍କ ପାଇଁ ମାସିକ ଚିକିତ୍ସା ଭତ୍ତା ଘୋଷଣା କରିବା ଦରକାର | (1182, 681, 1496, 756)
sudoku-box (1186, 1628, 1494, 2320)
sudoku-cell: 8 (1273, 1986, 1304, 2026)
sudoku-cell[interactable] (1430, 1784, 1461, 1825)
ekhantare-body: ସି ଙ୍ଗାପୁରେ ଖଣ୍ଡ ନ ଦେବାକୁ ହଇଥା | ବର୍ଣ୍ଣତା ସମସ୍ତଙ୍କୁ ଆଶ୍ଚର୍ଯ୍ୟାନ୍ୱିତ କରିଥାଏ | କେବଳ ସେଠାର ଏକ ସ୍ଥାନ ଓ ଗଣଚା ଗାଁ ଗଛିଲ ଗରାଣଟ ଅଣ୍ଟଳରେ | ଜୁଲାଇ ୧ ତାରିଖରେ ପ୍ରଫେସର ସ୍ୱାମ୍ପାଣ ଯାହା ଭିନ୍ନ ଭାବେ ମହତ୍ତ୍ୱ ନେଇଥାଏ | ସିଙ୍ଗାପୁର ସରକାର ସିଗାରେଟ୍ ବିକ୍ରୀ ଉପରେ କଠୋର ନିୟମ ଜାରି କରିଛନ୍ତି | ଏହି ସମୟରେ ଜନସାଧାରଣଙ୍କ ମଧ୍ୟରେ ସଚେତନତା ଆଣିବା ପାଇଁ ଅନେକ କାର୍ଯ୍ୟକ୍ରମ ଆୟୋଜିତ ହେଉଛି | ସାମାନ୍ୟ ଟଙ୍କା ଦେଇ ଏବେ ସିଗାରେଟ୍ କିଣିବା କଷ୍ଟକର ହୋଇପଡ଼ିଛି | ଯୁବପିଢ଼ି ଏହାର ସୁଫଳ ପାଇବେ ବୋଲି ଆଶା କରାଯାଉଛି | (6, 359, 328, 481)
letter-2-body: ଦେଶରେ ରାଜ୍ୟ ସରକାରୀ କର୍ମଚାରୀଙ୍କ ଅବସର ବୟସ ୬୦ ବର୍ଷକୁ ବୃଦ୍ଧି କରାଯାଇଛି | ଶିକ୍ଷକମାନଙ୍କ ଅବସର ବୟସ ମଧ୍ୟ ବୃଦ୍ଧି କରିବା ଦାବି ହେଉଛି | ଅଭିଜ୍ଞ ଶିକ୍ଷକମାନଙ୍କ ସେବା ଛାତ୍ରଛାତ୍ରୀଙ୍କ ପାଇଁ ଲାଭଦାୟକ ହେବ | ସରକାର ଏ ବିଷୟରେ ଶୀଘ୍ର ନିଷ୍ପତ୍ତି ନେବା ଉଚିତ | (1182, 433, 1496, 493)
sudoku-cell[interactable] (1336, 1824, 1367, 1865)
sudoku-cell: 4 (1212, 1945, 1243, 1986)
solution-cell: 9 (1392, 2156, 1406, 2169)
sudoku-instructions: ସୁ-ଡୋ-କୁ ଏକ ଅଙ୍କ ଖେଳ | ଏଥିରେ ଥିବା ଖାଲି ଘରଗୁଡ଼ିକୁ ୧ରୁ ୯ ପର୍ଯ୍ୟନ୍ତ ସଂଖ୍ୟାରେ ଏପରି ଭରିବାକୁ ହେବ ଯେପରିକି ପ୍ରତ୍ୟେକ ଧାଡ଼ି, ସ୍ତମ୍ଭ ଓ ୩×୩ ବର୍ଗରେ ପ୍ରତ୍ୟେକ ସଂଖ୍ୟା ଥରେ ଆସିବ | ମାତ୍ର ପ୍ରତ୍ୟେକ ଘରରେ ମିଶାଣ ଫଳ ସମାନ ରହିବ | (1195, 2102, 1339, 2219)
story2-body-left: ଚିତ୍ରାରେ କେନ୍ଦ୍ରରେ ନରେନ୍ଦ୍ର ମୋଦିଙ୍କ ନେତୃତ୍ୱରେ ଗଠିତ ଏନ୍‌ଡିଏ ସରକାର ତା'ର ପ୍ରଥମ ବଜେଟ ପ୍ରସ୍ତୁତ କରୁଛି | ଏହା ପୂର୍ବରୁ ରେଳ ଭଡ଼ା ବୃଦ୍ଧି କରି ସରକାର ଲୋକଙ୍କୁ ଏକ ବଡ଼ ଝଟକା ଦେଇଛନ୍ତି | ଭଲ ଦିନ ଆସିବ ବୋଲି ପ୍ରତିଶ୍ରୁତି ଦେଇଥିବା ସରକାର ପ୍ରଥମରୁ କଡ଼ା ଔଷଧ ଦେବା ଆରମ୍ଭ କରିଛନ୍ତି | ମୂଲ୍ୟବୃଦ୍ଧି ନିୟନ୍ତ୍ରଣ ସରକାରଙ୍କ ପାଇଁ ସବୁଠାରୁ ବଡ଼ ଆହ୍ୱାନ | ଖାଦ୍ୟଦ୍ରବ୍ୟର ଦର ଆକାଶଛୁଆଁ ହୋଇଛି | ପେଟ୍ରୋଲ, ଡିଜେଲ ଓ ରନ୍ଧନ ଗ୍ୟାସର ଦର ବୃଦ୍ଧି ସାଧାରଣ ଲୋକଙ୍କ ଉପରେ ଅଧିକ ଭାର ପକାଉଛି | ଅର୍ଥନୀତିକୁ ପୁଣି ସଠିକ୍ ରାସ୍ତାକୁ ଆଣିବା ପାଇଁ କେତେକ କଠୋର ପଦକ୍ଷେପ ଆବଶ୍ୟକ ବୋଲି ପ୍ରଧାନମନ୍ତ୍ରୀ କହିଛନ୍ତି | ବିଦେଶୀ ପୁଞ୍ଜିନିବେଶ ଆକର୍ଷିତ କରିବା ସହ ଘରୋଇ ଶିଳ୍ପକୁ ପ୍ରୋତ୍ସାହିତ କରିବା ଲକ୍ଷ୍ୟ | (6, 1019, 328, 1157)
sudoku-cell[interactable] (1398, 1704, 1429, 1744)
solution-cell: 8 (1434, 2208, 1448, 2221)
letter-4-title: ପ୍ରକୃତ ଘଟଣା ପଦାକୁ ଆସୁ (1182, 1112, 1403, 1136)
sudoku-cell: 5 (1398, 1945, 1429, 1986)
story3-byline: ଶ୍ରୀଜଗନ୍ନାଥଙ୍କ ଜୀବନ୍ତବେଶ, ମୋ:୯୪୩୭୦୬୫୭୭୭ (931, 2289, 1164, 2302)
solution-cell: 9 (1434, 2117, 1448, 2130)
solution-cell: 4 (1378, 2182, 1392, 2195)
solution-cell: 6 (1434, 2104, 1448, 2117)
